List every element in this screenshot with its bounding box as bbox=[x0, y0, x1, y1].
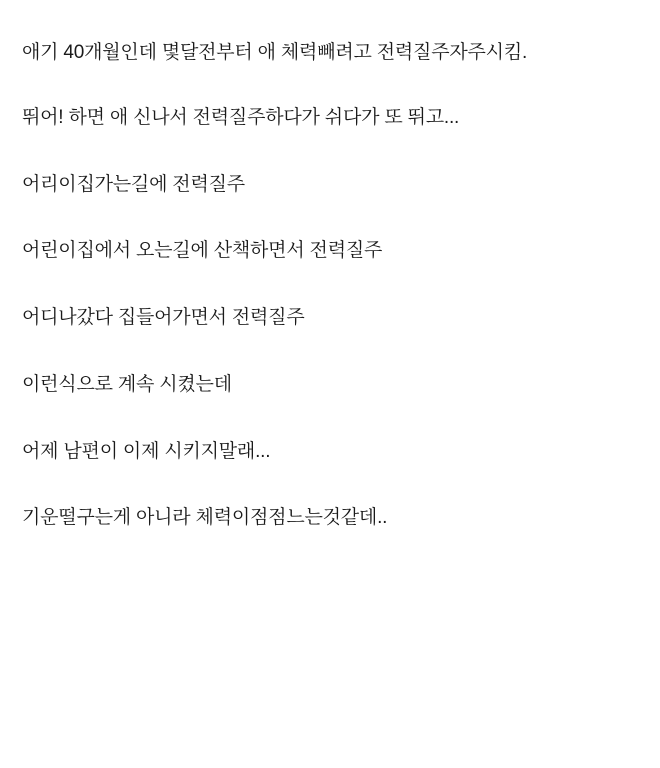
paragraph-4: 어린이집에서 오는길에 산책하면서 전력질주 bbox=[22, 240, 383, 262]
paragraph-1: 애기 40개월인데 몇달전부터 애 체력빼려고 전력질주자주시킴. bbox=[22, 42, 528, 63]
paragraph-7: 어제 남편이 이제 시키지말래... bbox=[22, 440, 271, 462]
paragraph-5: 어디나갔다 집들어가면서 전력질주 bbox=[22, 307, 305, 329]
paragraph-3: 어리이집가는길에 전력질주 bbox=[22, 173, 245, 195]
paragraph-2: 뛰어! 하면 애 신나서 전력질주하다가 쉬다가 또 뛰고... bbox=[22, 106, 460, 128]
paragraph-8: 기운떨구는게 아니라 체력이점점느는것같데.. bbox=[22, 507, 388, 529]
paragraph-6: 이런식으로 계속 시켰는데 bbox=[22, 373, 232, 395]
